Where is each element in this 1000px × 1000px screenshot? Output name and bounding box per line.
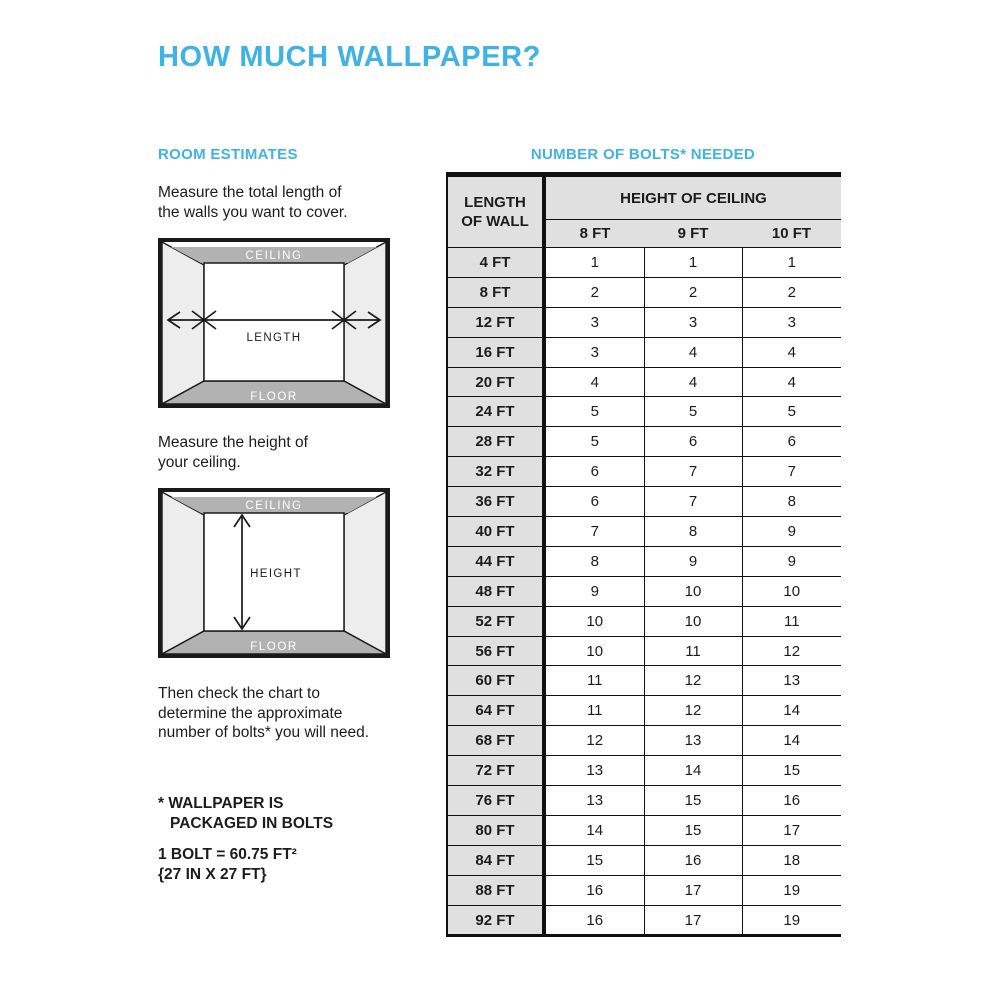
table-row <box>447 517 841 547</box>
bolts-value-cell: 15 <box>742 756 841 786</box>
bolts-value-cell: 9 <box>544 576 644 606</box>
ceiling-8ft-header: 8 FT <box>544 220 644 248</box>
bolts-value-cell: 12 <box>742 636 841 666</box>
bolts-value-cell: 16 <box>544 875 644 905</box>
bolts-value-cell: 7 <box>644 487 742 517</box>
instruction-step-1 <box>158 183 348 222</box>
wall-length-cell: 80 FT <box>447 815 544 845</box>
wall-length-cell: 4 FT <box>447 248 544 278</box>
bolt-table-body <box>447 248 841 936</box>
table-row <box>447 337 841 367</box>
table-row <box>447 726 841 756</box>
bolts-value-cell: 5 <box>544 397 644 427</box>
bolt-size-line: {27 IN X 27 FT} <box>158 866 267 883</box>
wall-length-cell: 72 FT <box>447 756 544 786</box>
wall-length-cell: 92 FT <box>447 905 544 936</box>
wall-length-cell: 40 FT <box>447 517 544 547</box>
bolts-value-cell: 12 <box>644 696 742 726</box>
instruction-step-2 <box>158 433 308 472</box>
bolts-value-cell: 6 <box>544 487 644 517</box>
bolts-value-cell: 2 <box>544 277 644 307</box>
table-row <box>447 815 841 845</box>
bolts-value-cell: 11 <box>644 636 742 666</box>
bolts-value-cell: 14 <box>742 696 841 726</box>
table-row <box>447 905 841 936</box>
bolts-value-cell: 16 <box>544 905 644 936</box>
bolts-value-cell: 9 <box>742 517 841 547</box>
footnote-line: * WALLPAPER IS <box>158 795 284 812</box>
header-line: LENGTH <box>464 194 526 211</box>
bolts-value-cell: 9 <box>644 546 742 576</box>
wallpaper-footnote <box>158 794 333 834</box>
bolts-value-cell: 3 <box>742 307 841 337</box>
bolts-value-cell: 4 <box>544 367 644 397</box>
ceiling-label: CEILING <box>245 250 303 262</box>
bolts-value-cell: 15 <box>644 786 742 816</box>
bolts-value-cell: 6 <box>742 427 841 457</box>
bolt-size-note <box>158 845 297 885</box>
right-wall <box>344 242 386 404</box>
bolts-value-cell: 7 <box>644 457 742 487</box>
table-row <box>447 756 841 786</box>
room-length-diagram <box>158 238 390 408</box>
table-row <box>447 367 841 397</box>
bolt-size-line: 1 BOLT = 60.75 FT² <box>158 846 297 863</box>
bolts-value-cell: 3 <box>544 337 644 367</box>
bolts-value-cell: 15 <box>544 845 644 875</box>
table-row <box>447 277 841 307</box>
room-estimates-heading: ROOM ESTIMATES <box>158 146 298 163</box>
bolts-value-cell: 7 <box>742 457 841 487</box>
bolts-value-cell: 10 <box>544 606 644 636</box>
bolts-value-cell: 16 <box>644 845 742 875</box>
bolts-value-cell: 5 <box>742 397 841 427</box>
wall-length-cell: 48 FT <box>447 576 544 606</box>
wall-length-cell: 24 FT <box>447 397 544 427</box>
bolts-value-cell: 12 <box>644 666 742 696</box>
bolts-value-cell: 5 <box>644 397 742 427</box>
wall-length-cell: 84 FT <box>447 845 544 875</box>
bolts-value-cell: 13 <box>544 756 644 786</box>
left-wall <box>162 492 204 654</box>
bolts-value-cell: 3 <box>544 307 644 337</box>
footnote-line: PACKAGED IN BOLTS <box>170 815 334 832</box>
bolts-value-cell: 6 <box>644 427 742 457</box>
wall-length-cell: 16 FT <box>447 337 544 367</box>
length-of-wall-header <box>447 175 544 248</box>
table-row <box>447 666 841 696</box>
wall-length-cell: 44 FT <box>447 546 544 576</box>
bolts-value-cell: 1 <box>742 248 841 278</box>
wall-length-cell: 52 FT <box>447 606 544 636</box>
wall-length-cell: 8 FT <box>447 277 544 307</box>
bolts-value-cell: 13 <box>544 786 644 816</box>
bolts-value-cell: 17 <box>742 815 841 845</box>
bolts-value-cell: 14 <box>544 815 644 845</box>
bolts-value-cell: 3 <box>644 307 742 337</box>
bolts-value-cell: 4 <box>644 337 742 367</box>
wall-length-cell: 36 FT <box>447 487 544 517</box>
table-row <box>447 606 841 636</box>
room-height-diagram <box>158 488 390 658</box>
instruction-line: Then check the chart to <box>158 685 320 702</box>
table-header-row-1 <box>447 175 841 220</box>
table-row <box>447 786 841 816</box>
bolts-value-cell: 7 <box>544 517 644 547</box>
bolts-value-cell: 1 <box>644 248 742 278</box>
table-row <box>447 397 841 427</box>
right-wall <box>344 492 386 654</box>
wall-length-cell: 88 FT <box>447 875 544 905</box>
wall-length-cell: 12 FT <box>447 307 544 337</box>
instruction-line: the walls you want to cover. <box>158 203 348 221</box>
bolts-value-cell: 4 <box>644 367 742 397</box>
wall-length-cell: 28 FT <box>447 427 544 457</box>
bolts-table <box>446 172 841 937</box>
bolts-value-cell: 10 <box>544 636 644 666</box>
bolts-value-cell: 5 <box>544 427 644 457</box>
table-row <box>447 487 841 517</box>
table-row <box>447 427 841 457</box>
wall-length-cell: 32 FT <box>447 457 544 487</box>
ceiling-10ft-header: 10 FT <box>742 220 841 248</box>
bolts-value-cell: 8 <box>544 546 644 576</box>
wall-length-cell: 56 FT <box>447 636 544 666</box>
instruction-line: your ceiling. <box>158 453 241 471</box>
bolts-value-cell: 8 <box>644 517 742 547</box>
bolts-value-cell: 17 <box>644 905 742 936</box>
instruction-step-3 <box>158 684 369 743</box>
instruction-line: Measure the total length of <box>158 184 342 201</box>
table-row <box>447 845 841 875</box>
table-row <box>447 576 841 606</box>
wall-length-cell: 68 FT <box>447 726 544 756</box>
bolts-value-cell: 6 <box>544 457 644 487</box>
bolts-value-cell: 4 <box>742 337 841 367</box>
table-row <box>447 457 841 487</box>
table-row <box>447 546 841 576</box>
bolts-value-cell: 8 <box>742 487 841 517</box>
bolts-value-cell: 14 <box>644 756 742 786</box>
bolts-value-cell: 2 <box>644 277 742 307</box>
bolts-value-cell: 2 <box>742 277 841 307</box>
bolts-needed-heading: NUMBER OF BOLTS* NEEDED <box>530 146 756 163</box>
floor-label: FLOOR <box>250 391 298 403</box>
bolts-value-cell: 11 <box>544 696 644 726</box>
length-label: LENGTH <box>246 332 302 344</box>
bolts-value-cell: 19 <box>742 905 841 936</box>
bolts-value-cell: 12 <box>544 726 644 756</box>
bolts-value-cell: 4 <box>742 367 841 397</box>
instruction-line: determine the approximate <box>158 704 343 722</box>
wall-length-cell: 20 FT <box>447 367 544 397</box>
back-wall <box>204 263 344 381</box>
table-row <box>447 696 841 726</box>
bolts-value-cell: 17 <box>644 875 742 905</box>
bolts-value-cell: 19 <box>742 875 841 905</box>
left-wall <box>162 242 204 404</box>
floor-label: FLOOR <box>250 641 298 653</box>
instruction-line: number of bolts* you will need. <box>158 724 370 741</box>
wall-length-cell: 64 FT <box>447 696 544 726</box>
instruction-line: Measure the height of <box>158 434 308 451</box>
table-row <box>447 248 841 278</box>
bolts-value-cell: 13 <box>644 726 742 756</box>
bolts-value-cell: 14 <box>742 726 841 756</box>
bolts-value-cell: 16 <box>742 786 841 816</box>
table-row <box>447 875 841 905</box>
bolts-value-cell: 9 <box>742 546 841 576</box>
table-row <box>447 636 841 666</box>
bolts-value-cell: 10 <box>742 576 841 606</box>
bolts-value-cell: 10 <box>644 606 742 636</box>
bolts-value-cell: 15 <box>644 815 742 845</box>
height-of-ceiling-header: HEIGHT OF CEILING <box>544 175 841 220</box>
bolts-value-cell: 1 <box>544 248 644 278</box>
page-title: HOW MUCH WALLPAPER? <box>158 41 541 73</box>
bolts-value-cell: 18 <box>742 845 841 875</box>
bolts-value-cell: 11 <box>742 606 841 636</box>
height-label: HEIGHT <box>250 568 302 580</box>
table-row <box>447 307 841 337</box>
bolts-value-cell: 13 <box>742 666 841 696</box>
header-line: OF WALL <box>461 213 529 230</box>
bolts-value-cell: 11 <box>544 666 644 696</box>
wall-length-cell: 76 FT <box>447 786 544 816</box>
ceiling-label: CEILING <box>245 500 303 512</box>
ceiling-9ft-header: 9 FT <box>644 220 742 248</box>
wall-length-cell: 60 FT <box>447 666 544 696</box>
bolts-value-cell: 10 <box>644 576 742 606</box>
